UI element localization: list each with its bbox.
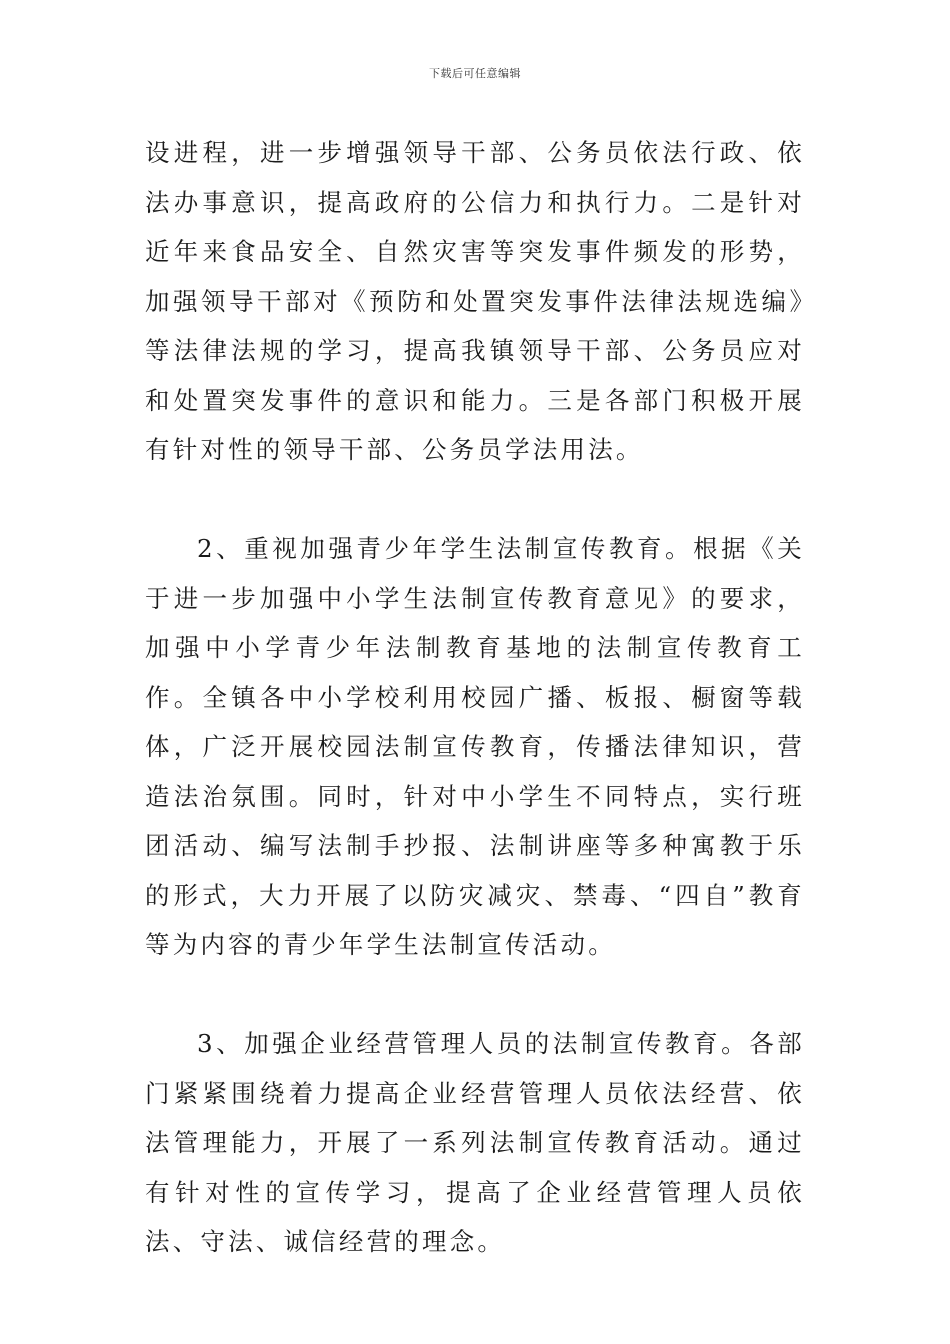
document-body <box>145 128 805 1267</box>
paragraph-youth-education: 2、重视加强青少年学生法制宣传教育。根据《关于进一步加强中小学生法制宣传教育意见》的要求，加强中小学青少年法制教育基地的法制宣传教育工作。全镇各中小学校利用校园广播、板报、橱窗等载体，广泛开展校园法制宣传教育，传播法律知识，营造法治氛围。同时，针对中小学生不同特点，实行班团活动、编写法制手抄报、法制讲座等多种寓教于乐的形式，大力开展了以防灾减灾、禁毒、“四自”教育等为内容的青少年学生法制宣传活动。 <box>145 534 805 959</box>
paragraph-spacer <box>145 475 805 525</box>
paragraph-enterprise-education: 3、加强企业经营管理人员的法制宣传教育。各部门紧紧围绕着力提高企业经营管理人员依法经营、依法管理能力，开展了一系列法制宣传教育活动。通过有针对性的宣传学习，提高了企业经营管理人员依法、守法、诚信经营的理念。 <box>145 1029 805 1256</box>
paragraph-spacer <box>145 970 805 1020</box>
page-header-note: 下载后可任意编辑 <box>429 67 521 80</box>
paragraph-continuation: 设进程，进一步增强领导干部、公务员依法行政、依法办事意识，提高政府的公信力和执行力。二是针对近年来食品安全、自然灾害等突发事件频发的形势，加强领导干部对《预防和处置突发事件法律法规选编》等法律法规的学习，提高我镇领导干部、公务员应对和处置突发事件的意识和能力。三是各部门积极开展有针对性的领导干部、公务员学法用法。 <box>145 138 805 464</box>
